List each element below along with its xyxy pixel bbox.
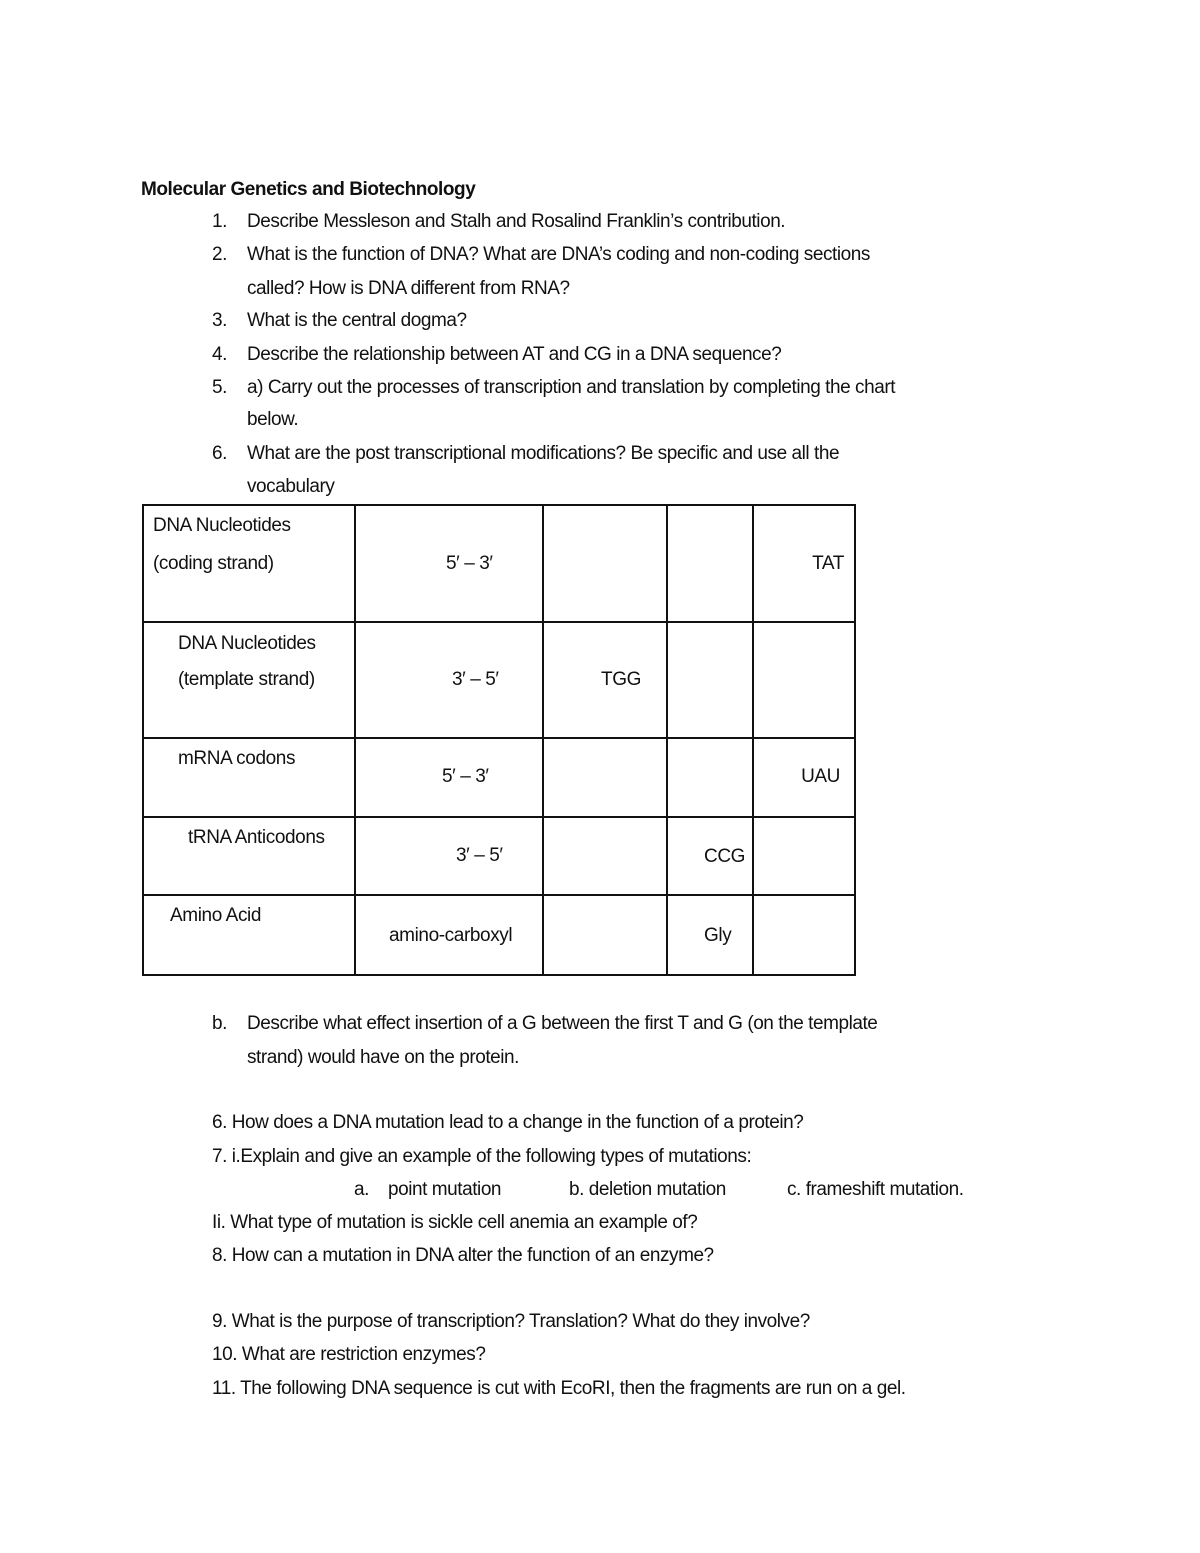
row-label: [143, 738, 355, 817]
mutation-type-deletion: b. deletion mutation: [569, 1179, 726, 1200]
list-item: Describe Messleson and Stalh and Rosalind Franklin’s contribution.: [247, 211, 786, 232]
mutation-type-point: point mutation: [388, 1179, 502, 1200]
table-cell[interactable]: [753, 622, 855, 738]
list-number: 5.: [212, 377, 228, 398]
table-cell[interactable]: Gly: [667, 895, 753, 975]
list-item: vocabulary: [247, 476, 335, 497]
list-item: What is the central dogma?: [247, 310, 467, 331]
list-item: What are the post transcriptional modifications? Be specific and use all the: [247, 443, 840, 464]
list-number: a.: [354, 1179, 370, 1200]
direction-cell: 5′ – 3′: [355, 505, 543, 622]
table-cell[interactable]: TGG: [543, 622, 667, 738]
question: 10. What are restriction enzymes?: [212, 1344, 486, 1365]
mutation-type-frameshift: c. frameshift mutation.: [787, 1179, 964, 1200]
direction-cell: amino-carboxyl: [355, 895, 543, 975]
table-cell[interactable]: [543, 738, 667, 817]
table-cell[interactable]: [667, 738, 753, 817]
list-item: called? How is DNA different from RNA?: [247, 278, 570, 299]
part-b-text: Describe what effect insertion of a G between the first T and G (on the template: [247, 1013, 878, 1034]
row-label: [143, 895, 355, 975]
table-cell[interactable]: [543, 817, 667, 895]
row-label: [143, 817, 355, 895]
table-cell[interactable]: [667, 505, 753, 622]
page-title: Molecular Genetics and Biotechnology: [141, 179, 476, 200]
list-item: What is the function of DNA? What are DNA’s coding and non-coding sections: [247, 244, 870, 265]
list-number: 3.: [212, 310, 228, 331]
table-cell[interactable]: UAU: [753, 738, 855, 817]
question: 11. The following DNA sequence is cut with EcoRI, then the fragments are run on a gel.: [212, 1378, 906, 1399]
table-cell[interactable]: [753, 895, 855, 975]
question: 7. i.Explain and give an example of the following types of mutations:: [212, 1146, 752, 1167]
direction-cell: 5′ – 3′: [355, 738, 543, 817]
table-cell[interactable]: [753, 817, 855, 895]
label-line: tRNA Anticodons: [188, 827, 325, 848]
list-number: 2.: [212, 244, 228, 265]
direction-cell: 3′ – 5′: [355, 622, 543, 738]
table-cell[interactable]: [543, 895, 667, 975]
label-line: DNA Nucleotides: [153, 515, 291, 536]
question: 8. How can a mutation in DNA alter the function of an enzyme?: [212, 1245, 714, 1266]
label-line: mRNA codons: [178, 748, 296, 769]
row-label: [143, 505, 355, 622]
list-number: 4.: [212, 344, 228, 365]
row-label: [143, 622, 355, 738]
label-line: (template strand): [178, 669, 315, 690]
label-line: DNA Nucleotides: [178, 633, 316, 654]
question: 9. What is the purpose of transcription? Translation? What do they involve?: [212, 1311, 810, 1332]
label-line: (coding strand): [153, 553, 274, 574]
part-b-text: strand) would have on the protein.: [247, 1047, 519, 1068]
table-cell[interactable]: [543, 505, 667, 622]
question: Ii. What type of mutation is sickle cell anemia an example of?: [212, 1212, 698, 1233]
transcription-translation-chart: [142, 504, 856, 976]
list-number: b.: [212, 1013, 228, 1034]
label-line: Amino Acid: [170, 905, 262, 926]
table-cell[interactable]: [667, 622, 753, 738]
question: 6. How does a DNA mutation lead to a change in the function of a protein?: [212, 1112, 804, 1133]
list-item: below.: [247, 409, 299, 430]
direction-cell: 3′ – 5′: [355, 817, 543, 895]
list-number: 1.: [212, 211, 228, 232]
list-item: Describe the relationship between AT and CG in a DNA sequence?: [247, 344, 782, 365]
table-cell[interactable]: CCG: [667, 817, 753, 895]
list-item: a) Carry out the processes of transcription and translation by completing the chart: [247, 377, 896, 398]
table-cell[interactable]: TAT: [753, 505, 855, 622]
list-number: 6.: [212, 443, 228, 464]
